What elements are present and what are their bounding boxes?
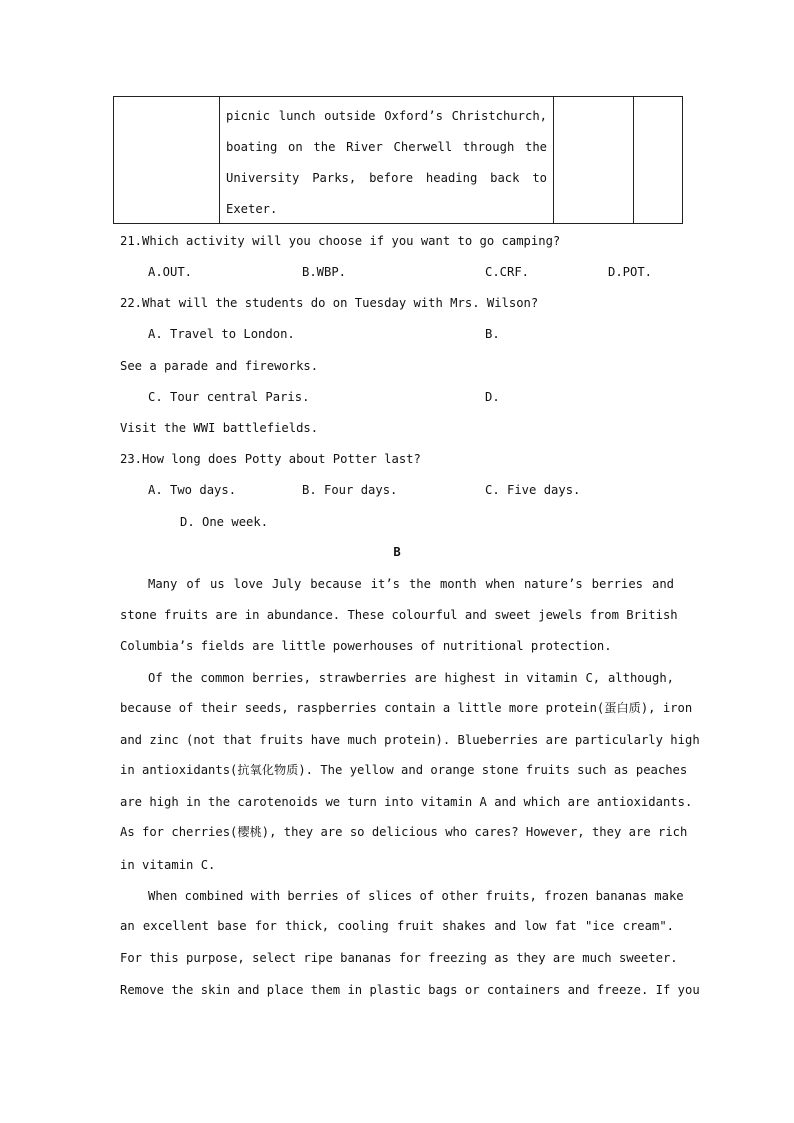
option-22-d-text: Visit the WWI battlefields.	[120, 421, 319, 435]
paragraph-2-line: in vitamin C.	[120, 858, 216, 872]
option-21-d: D.POT.	[608, 265, 653, 279]
paragraph-1-line: Many of us love July because it’s the month when nature’s berries and	[148, 577, 674, 591]
option-23-b: B. Four days.	[302, 483, 398, 497]
paragraph-2-line: are high in the carotenoids we turn into vitamin A and which are antioxidants.	[120, 795, 693, 809]
paragraph-3-line: When combined with berries of slices of other fruits, frozen bananas make	[148, 889, 684, 903]
option-21-b: B.WBP.	[302, 265, 347, 279]
option-22-d-label: D.	[485, 390, 500, 404]
option-22-c: C. Tour central Paris.	[148, 390, 310, 404]
paragraph-1-line: Columbia’s fields are little powerhouses of nutritional protection.	[120, 639, 612, 653]
paragraph-2-line: Of the common berries, strawberries are highest in vitamin C, although,	[148, 671, 674, 685]
option-23-a: A. Two days.	[148, 483, 237, 497]
question-22: 22.What will the students do on Tuesday with Mrs. Wilson?	[120, 296, 539, 310]
table-cell-empty	[634, 97, 683, 224]
option-22-b-text: See a parade and fireworks.	[120, 359, 319, 373]
paragraph-3-line: Remove the skin and place them in plastic bags or containers and freeze. If you	[120, 983, 700, 997]
question-23: 23.How long does Potty about Potter last?	[120, 452, 421, 466]
table-row	[114, 97, 683, 224]
option-21-a: A.OUT.	[148, 265, 193, 279]
table-cell-empty	[114, 97, 220, 224]
paragraph-3-line: an excellent base for thick, cooling fruit shakes and low fat "ice cream".	[120, 919, 674, 933]
table-cell-description	[220, 97, 554, 224]
paragraph-2-line: and zinc (not that fruits have much protein). Blueberries are particularly high	[120, 733, 700, 747]
question-21: 21.Which activity will you choose if you want to go camping?	[120, 234, 561, 248]
paragraph-2-line: because of their seeds, raspberries contain a little more protein(蛋白质), iron	[120, 701, 693, 715]
paragraph-2-line: As for cherries(樱桃), they are so delicious who cares? However, they are rich	[120, 825, 688, 839]
option-22-a: A. Travel to London.	[148, 327, 295, 341]
option-21-c: C.CRF.	[485, 265, 530, 279]
table-cell-empty	[554, 97, 634, 224]
option-23-d: D. One week.	[180, 515, 269, 529]
paragraph-3-line: For this purpose, select ripe bananas for freezing as they are much sweeter.	[120, 951, 678, 965]
table-cell-line: picnic lunch outside Oxford’s Christchurch,	[226, 109, 547, 123]
table-cell-line: boating on the River Cherwell through the	[226, 140, 547, 154]
activity-table	[113, 96, 683, 224]
paragraph-2-line: in antioxidants(抗氧化物质). The yellow and orange stone fruits such as peaches	[120, 763, 688, 777]
table-cell-line: University Parks, before heading back to	[226, 171, 547, 185]
option-23-c: C. Five days.	[485, 483, 581, 497]
paragraph-1-line: stone fruits are in abundance. These colourful and sweet jewels from British	[120, 608, 678, 622]
table-cell-line: Exeter.	[226, 202, 278, 216]
section-heading: B	[393, 545, 401, 559]
option-22-b-label: B.	[485, 327, 500, 341]
